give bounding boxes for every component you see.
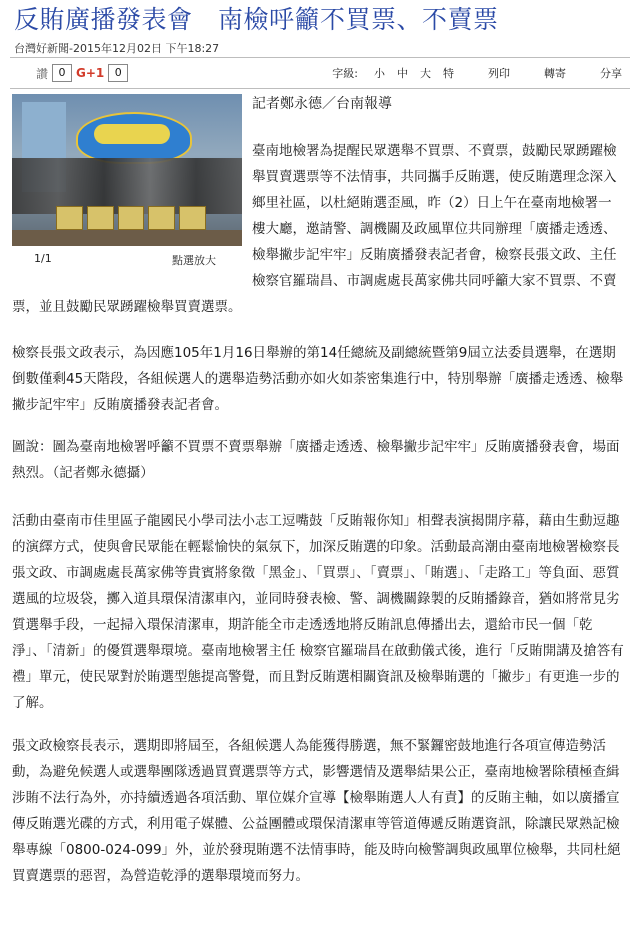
- zoom-link[interactable]: 點選放大: [172, 254, 216, 267]
- lead-paragraph-text: 臺南地檢署為提醒民眾選舉不買票、不賣票，鼓勵民眾踴躍檢舉買賣選票等不法情事，共同攜手反賄選，使反賄選理念深入鄉里社區，以杜絕賄選歪風，昨（2）日上午在臺南地檢署一樓大廳，邀請警、調機關及政風單位共同辦理「廣播走透透、檢舉撇步記牢牢」反賄廣播發表記者會，檢察長張文政、主任檢察官羅瑞昌、市調處處長萬家佛共同呼籲大家不買票、不賣票，並且鼓勵民眾踴躍檢舉買賣選票。: [12, 143, 617, 315]
- social-bar: [36, 64, 128, 82]
- gplus-counter: 0: [108, 64, 128, 82]
- header-divider: [10, 57, 630, 58]
- like-icon[interactable]: 讚: [36, 66, 49, 81]
- font-size-label: 字級:: [332, 67, 358, 80]
- article-paragraph: 張文政檢察長表示，選期即將屆至，各組候選人為能獲得勝選，無不緊鑼密鼓地進行各項宣傳造勢活動，為避免候選人或選舉團隊透過買賣選票等方式，影響選情及選舉結果公正，臺南地檢署除積極查緝涉賄不法行為外，亦持續透過各項活動、單位媒介宣導【檢舉賄選人人有責】的反賄主軸，如以廣播宣傳反賄選光碟的方式，利用電子媒體、公益團體或環保清潔車等管道傳遞反賄選資訊，除讓民眾熟記檢舉專線「0800-024-099」外，並於發現賄選不法情事時，能及時向檢警調與政風單位檢舉，共同杜絕買賣選票的惡習，為營造乾淨的選舉環境而努力。: [12, 738, 621, 884]
- like-counter: 0: [52, 64, 72, 82]
- share-button[interactable]: 分享: [600, 67, 622, 80]
- gplus-button[interactable]: G+1: [76, 66, 105, 80]
- font-size-extra-button[interactable]: 特: [443, 67, 454, 80]
- font-size-large-button[interactable]: 大: [420, 67, 431, 80]
- article-toolbar: [322, 65, 622, 81]
- article-paragraph: [12, 138, 624, 320]
- article-source-timestamp: 台灣好新聞-2015年12月02日 下午18:27: [14, 42, 220, 55]
- print-button[interactable]: 列印: [488, 67, 510, 80]
- article-paragraph: 檢察長張文政表示，為因應105年1月16日舉辦的第14任總統及副總統暨第9屆立法委員選舉，在選期倒數僅剩45天階段，各組候選人的選舉造勢活動亦如火如荼密集進行中，特別舉辦「廣播走透透、檢舉撇步記牢牢」反賄廣播發表記者會。: [12, 345, 624, 413]
- article-title: 反賄廣播發表會 南檢呼籲不買票、不賣票: [14, 5, 499, 34]
- article-paragraph: 活動由臺南市佳里區子龍國民小學司法小志工逗嘴鼓「反賄報你知」相聲表演揭開序幕，藉由生動逗趣的演繹方式，使與會民眾能在輕鬆愉快的氣氛下，加深反賄選的印象。活動最高潮由臺南地檢署檢察長張文政、市調處處長萬家佛等貴賓將象徵「黑金」、「買票」、「賣票」、「賄選」、「走路工」等負面、惡質選風的垃圾袋，擲入道具環保清潔車內，並同時發表檢、警、調機關錄製的反賄播錄音，猶如將常見劣質選舉手段，一起掃入環保清潔車，期許能全市走透透地將反賄訊息傳播出去，還給市民一個「乾淨」、「清新」的優質選舉環境。臺南地檢署主任 檢察官羅瑞昌在啟動儀式後，進行「反賄開講及搶答有禮」單元，使民眾對於賄選型態提高警覺，而且對反賄選相關資訊及檢舉賄選的「撇步」有更進一步的了解。: [12, 513, 624, 711]
- reporter-byline: 記者鄭永德／台南報導: [252, 96, 392, 112]
- forward-button[interactable]: 轉寄: [544, 67, 566, 80]
- font-size-medium-button[interactable]: 中: [397, 67, 408, 80]
- photo-counter: 1/1: [34, 252, 52, 265]
- font-size-small-button[interactable]: 小: [374, 67, 385, 80]
- photo-caption-paragraph: 圖說：圖為臺南地檢署呼籲不買票不賣票舉辦「廣播走透透、檢舉撇步記牢牢」反賄廣播發表會，場面熱烈。（記者鄭永德攝）: [12, 439, 620, 481]
- toolbar-divider: [10, 88, 630, 89]
